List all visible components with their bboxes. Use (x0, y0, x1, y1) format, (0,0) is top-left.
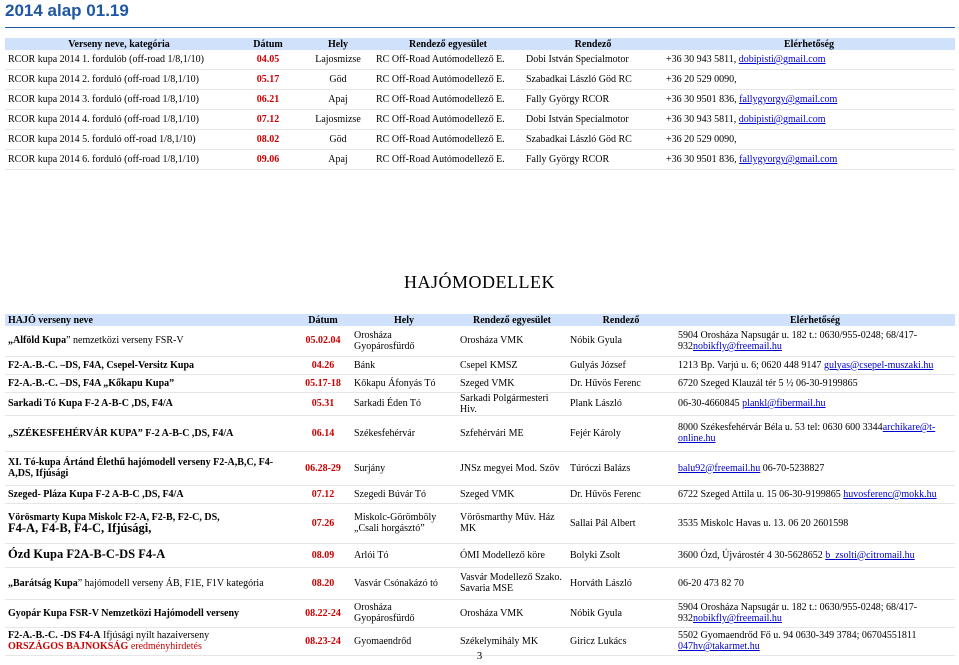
table-row (5, 503, 955, 543)
event-date: 08.23-24 (295, 627, 351, 655)
name-large: Ózd Kupa F2A-B-C-DS F4-A (8, 547, 166, 561)
name-championship-note: eredményhirdetés (128, 641, 202, 652)
header-cell: Rendező (523, 38, 663, 50)
event-date: 07.12 (233, 110, 303, 130)
event-name (5, 599, 295, 627)
event-contact (675, 485, 955, 503)
contact-phone: +36 30 9501 836, (666, 94, 740, 105)
name-main: F2-A.-B.-C. -DS F4-A (8, 630, 101, 641)
contact-email-link[interactable]: nobikfly@freemail.hu (693, 340, 782, 352)
event-contact (675, 392, 955, 415)
header-cell: Rendező (567, 314, 675, 326)
table-row (5, 599, 955, 627)
event-contact (663, 110, 955, 130)
event-club: RC Off-Road Autómodellező E. (373, 110, 523, 130)
event-organizer: Plank László (567, 392, 675, 415)
header-cell: Hely (303, 38, 373, 50)
table-row (5, 150, 955, 170)
name-main: „SZÉKESFEHÉRVÁR KUPA” F-2 A-B-C ,DS, F4/A (8, 427, 234, 439)
event-organizer: Dr. Hűvös Ferenc (567, 374, 675, 392)
contact-text: 3600 Ózd, Újvárostér 4 30-5628652 (678, 549, 826, 561)
header-cell: Verseny neve, kategória (5, 38, 233, 50)
event-date: 06.28-29 (295, 451, 351, 485)
contact-text: 5904 Orosháza Napsugár u. 182 t.: 0630/955-0248; 68/417-932 (678, 329, 918, 352)
event-place: Miskolc-Görömböly „Csali horgásztó” (351, 503, 457, 543)
event-organizer: Sallai Pál Albert (567, 503, 675, 543)
contact-email-link[interactable]: gulyas@csepel-muszaki.hu (823, 359, 934, 371)
event-organizer: Fally György RCOR (523, 90, 663, 110)
event-club: ÓMI Modellező köre (457, 543, 567, 567)
name-prefix: „ (8, 335, 13, 347)
event-club: RC Off-Road Autómodellező E. (373, 70, 523, 90)
table-row (5, 415, 955, 451)
name-prefix: „ (8, 577, 13, 589)
event-name (5, 356, 295, 374)
event-date: 05.02.04 (295, 326, 351, 356)
table-header (5, 314, 955, 326)
contact-text: 6722 Szeged Attila u. 15 06-30-9199865 (678, 488, 844, 500)
ship-events-table (5, 314, 955, 656)
table-row (5, 70, 955, 90)
name-main: Barátság Kupa (13, 577, 78, 589)
contact-phone: 06-70-5238827 (760, 462, 825, 474)
event-club: Vasvár Modellező Szako. Savaria MSE (457, 567, 567, 599)
event-contact (675, 326, 955, 356)
contact-email-link[interactable]: 047hv@takarmet.hu (678, 641, 760, 652)
header-cell: Dátum (295, 314, 351, 326)
event-name: RCOR kupa 2014 3. forduló (off-road 1/8,1/10) (5, 90, 233, 110)
event-date: 04.05 (233, 50, 303, 70)
table-row (5, 567, 955, 599)
event-contact (675, 599, 955, 627)
contact-email-link[interactable]: dobipisti@gmail.com (738, 54, 826, 65)
contact-email-link[interactable]: archikare@t-online.hu (678, 422, 936, 444)
title-rule (5, 27, 955, 28)
table-row (5, 50, 955, 70)
event-date: 07.26 (295, 503, 351, 543)
event-place: Vasvár Csónakázó tó (351, 567, 457, 599)
name-main: Vörösmarty Kupa Miskolc F2-A, F2-B, F2-C, DS, (8, 511, 220, 523)
event-place: Kőkapu Áfonyás Tó (351, 374, 457, 392)
table-row (5, 326, 955, 356)
contact-text: 3535 Miskolc Havas u. 13. 06 20 2601598 (678, 517, 849, 529)
event-organizer: Dobi István Specialmotor (523, 110, 663, 130)
name-main: Alföld Kupa (13, 335, 67, 347)
name-large: F4-A, F4-B, F4-C, Ifjúsági, (8, 520, 152, 535)
event-place: Apaj (303, 90, 373, 110)
header-cell: Hely (351, 314, 457, 326)
name-championship: ORSZÁGOS BAJNOKSÁG (8, 641, 129, 652)
event-place: Göd (303, 70, 373, 90)
header-cell: HAJÓ verseny neve (5, 314, 295, 326)
event-contact (675, 374, 955, 392)
event-organizer: Fally György RCOR (523, 150, 663, 170)
page-number: 3 (476, 650, 483, 662)
contact-phone: +36 30 9501 836, (666, 154, 740, 165)
table-row (5, 110, 955, 130)
event-date: 06.14 (295, 415, 351, 451)
event-club: Orosháza VMK (457, 326, 567, 356)
header-cell: Elérhetőség (663, 38, 955, 50)
page-title: 2014 alap 01.19 (5, 1, 129, 20)
contact-text: 06-20 473 82 70 (678, 577, 744, 589)
event-name: RCOR kupa 2014 4. forduló (off-road 1/8,1/10) (5, 110, 233, 130)
event-contact (675, 567, 955, 599)
contact-phone: +36 30 943 5811, (666, 114, 739, 125)
event-place: Szegedi Búvár Tó (351, 485, 457, 503)
contact-email-link[interactable]: fallygyorgy@gmail.com (739, 94, 838, 105)
event-club: RC Off-Road Autómodellező E. (373, 90, 523, 110)
event-organizer: Szabadkai László Göd RC (523, 130, 663, 150)
event-organizer: Túróczi Balázs (567, 451, 675, 485)
event-organizer: Fejér Károly (567, 415, 675, 451)
event-place: Bánk (351, 356, 457, 374)
event-club: RC Off-Road Autómodellező E. (373, 150, 523, 170)
event-name: RCOR kupa 2014 1. fordulób (off-road 1/8,1/10) (5, 50, 233, 70)
event-name (5, 415, 295, 451)
event-date: 05.17 (233, 70, 303, 90)
event-place: Göd (303, 130, 373, 150)
name-main: Sarkadi Tó Kupa F-2 A-B-C ,DS, F4/A (8, 398, 173, 409)
contact-email-link[interactable]: dobipisti@gmail.com (738, 114, 826, 125)
event-place: Lajosmizse (303, 50, 373, 70)
event-date: 08.09 (295, 543, 351, 567)
header-cell: Elérhetőség (675, 314, 955, 326)
contact-email-link[interactable]: b_zsolti@citromail.hu (825, 549, 915, 561)
event-contact (675, 415, 955, 451)
event-name (5, 451, 295, 485)
event-contact (663, 50, 955, 70)
event-date: 09.06 (233, 150, 303, 170)
contact-text: 1213 Bp. Varjú u. 6; 0620 448 9147 (678, 359, 824, 371)
event-date: 05.31 (295, 392, 351, 415)
event-club: Szeged VMK (457, 374, 567, 392)
name-main: Gyopár Kupa FSR-V Nemzetközi Hajómodell verseny (8, 607, 240, 619)
event-place: Arlói Tó (351, 543, 457, 567)
contact-text: 06-30-4660845 (678, 398, 743, 409)
contact-phone: +36 20 529 0090, (666, 134, 737, 145)
event-name: RCOR kupa 2014 5. forduló off-road 1/8,1/10) (5, 130, 233, 150)
table-row (5, 374, 955, 392)
table-row (5, 543, 955, 567)
event-place: Lajosmizse (303, 110, 373, 130)
event-club: Csepel KMSZ (457, 356, 567, 374)
event-contact (675, 503, 955, 543)
name-suffix: ” hajómodell verseny ÁB, F1E, F1V kategória (77, 577, 264, 589)
name-suffix: ” nemzetközi verseny FSR-V (66, 335, 184, 347)
event-contact (675, 451, 955, 485)
event-place: Gyomaendrőd (351, 627, 457, 655)
event-name: RCOR kupa 2014 2. forduló (off-road 1/8,1/10) (5, 70, 233, 90)
event-name (5, 503, 295, 543)
table-row (5, 485, 955, 503)
event-organizer: Giricz Lukács (567, 627, 675, 655)
contact-email-link[interactable]: huvosferenc@mokk.hu (843, 488, 937, 500)
table-row (5, 356, 955, 374)
header-cell: Rendező egyesület (373, 38, 523, 50)
event-club: Szfehérvári ME (457, 415, 567, 451)
contact-email-link[interactable]: fallygyorgy@gmail.com (739, 154, 838, 165)
event-contact (663, 150, 955, 170)
event-organizer: Nóbik Gyula (567, 599, 675, 627)
event-name (5, 543, 295, 567)
table-row (5, 130, 955, 150)
event-place: Orosháza Gyopárosfürdő (351, 599, 457, 627)
contact-text: 6720 Szeged Klauzál tér 5 ½ 06-30-9199865 (678, 377, 858, 389)
event-club: Vörösmarthy Műv. Ház MK (457, 503, 567, 543)
event-date: 08.20 (295, 567, 351, 599)
name-main: F2-A.-B.-C. –DS, F4A, Csepel-Versitz Kupa (8, 359, 195, 371)
event-place: Orosháza Gyopárosfürdő (351, 326, 457, 356)
event-club: Székelymihály MK (457, 627, 567, 655)
event-club: Sarkadi Polgármesteri Hiv. (457, 392, 567, 415)
event-place: Sarkadi Éden Tó (351, 392, 457, 415)
table-row (5, 451, 955, 485)
table-row (5, 392, 955, 415)
event-organizer: Horváth László (567, 567, 675, 599)
contact-text: 5502 Gyomaendrőd Fő u. 94 0630-349 3784; 06704551811 (678, 630, 917, 641)
event-place: Apaj (303, 150, 373, 170)
event-date: 05.17-18 (295, 374, 351, 392)
contact-phone: +36 30 943 5811, (666, 54, 739, 65)
table-header (5, 38, 955, 50)
event-place: Surjány (351, 451, 457, 485)
event-organizer: Nóbik Gyula (567, 326, 675, 356)
event-club: Orosháza VMK (457, 599, 567, 627)
event-date: 08.22-24 (295, 599, 351, 627)
event-date: 04.26 (295, 356, 351, 374)
name-main: Szeged- Pláza Kupa F-2 A-B-C ,DS, F4/A (8, 488, 184, 500)
name-main: XI. Tó-kupa Ártánd Élethű hajómodell verseny F2-A,B,C, F4-A,DS, Ifjúsági (8, 457, 274, 479)
event-organizer: Gulyás József (567, 356, 675, 374)
contact-email-link[interactable]: balu92@freemail.hu (678, 462, 761, 474)
contact-text: 5904 Orosháza Napsugár u. 182 t.: 0630/955-0248; 68/417-932 (678, 602, 918, 624)
event-place: Székesfehérvár (351, 415, 457, 451)
event-date: 06.21 (233, 90, 303, 110)
event-club: RC Off-Road Autómodellező E. (373, 50, 523, 70)
event-contact (675, 356, 955, 374)
event-name (5, 485, 295, 503)
name-main: F2-A.-B.-C. –DS, F4A „Kőkapu Kupa” (8, 377, 175, 389)
event-club: RC Off-Road Autómodellező E. (373, 130, 523, 150)
event-name: RCOR kupa 2014 6. forduló (off-road 1/8,1/10) (5, 150, 233, 170)
event-date: 07.12 (295, 485, 351, 503)
event-date: 08.02 (233, 130, 303, 150)
contact-email-link[interactable]: plankl@fibermail.hu (742, 398, 826, 409)
contact-phone: +36 20 529 0090, (666, 74, 737, 85)
contact-email-link[interactable]: nobikfly@freemail.hu (693, 613, 782, 624)
event-organizer: Bolyki Zsolt (567, 543, 675, 567)
rc-events-table (5, 38, 955, 170)
event-organizer: Dr. Hűvös Ferenc (567, 485, 675, 503)
header-cell: Rendező egyesület (457, 314, 567, 326)
event-name (5, 326, 295, 356)
event-name (5, 567, 295, 599)
event-contact (663, 70, 955, 90)
event-name (5, 392, 295, 415)
event-organizer: Dobi István Specialmotor (523, 50, 663, 70)
table-row (5, 90, 955, 110)
event-club: JNSz megyei Mod. Szöv (457, 451, 567, 485)
event-contact (675, 543, 955, 567)
contact-text: 8000 Székesfehérvár Béla u. 53 tel: 0630 600 3344 (678, 422, 883, 433)
header-cell: Dátum (233, 38, 303, 50)
event-club: Szeged VMK (457, 485, 567, 503)
name-suffix: Ifjúsági nyílt hazaiverseny (100, 630, 210, 641)
section-title: HAJÓMODELLEK (404, 272, 555, 292)
event-name (5, 374, 295, 392)
event-contact (663, 130, 955, 150)
event-contact (663, 90, 955, 110)
event-organizer: Szabadkai László Göd RC (523, 70, 663, 90)
